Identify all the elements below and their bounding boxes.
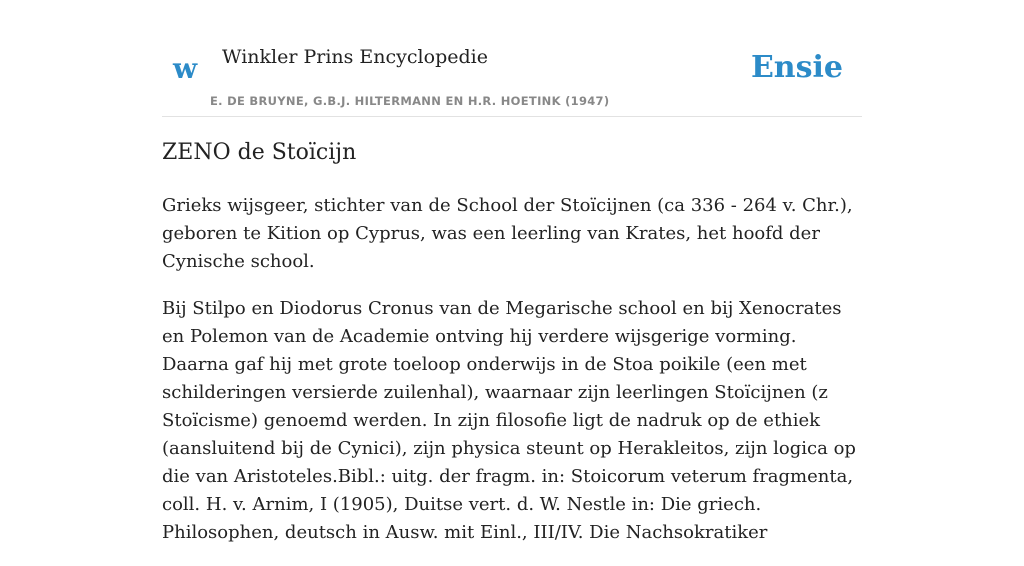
- ensie-brand-logo[interactable]: Ensie: [750, 50, 843, 85]
- site-title[interactable]: Winkler Prins Encyclopedie: [222, 46, 488, 68]
- article-paragraph-1: Grieks wijsgeer, stichter van de School der Stoïcijnen (ca 336 - 264 v. Chr.), geboren te Kition op Cyprus, was een leerling van Krates, het hoofd der Cynische school.: [162, 195, 853, 272]
- authors-line: E. DE BRUYNE, G.B.J. HILTERMANN EN H.R. HOETINK (1947): [210, 94, 610, 108]
- article-title: ZENO de Stoïcijn: [162, 140, 357, 165]
- article-body: [162, 192, 862, 566]
- winkler-prins-logo[interactable]: w: [173, 52, 198, 85]
- article-paragraph-2: Bij Stilpo en Diodorus Cronus van de Megarische school en bij Xenocrates en Polemon van de Academie ontving hij verdere wijsgerige vorming. Daarna gaf hij met grote toeloop onderwijs in de Stoa poikile (een met schilderingen versierde zuilenhal), waarnaar zijn leerlingen Stoïcijnen (z Stoïcisme) genoemd werden. In zijn filosofie ligt de nadruk op de ethiek (aansluitend bij de Cynici), zijn physica steunt op Herakleitos, zijn logica op die van Aristoteles.Bibl.: uitg. der fragm. in: Stoicorum veterum fragmenta, coll. H. v. Arnim, I (1905), Duitse vert. d. W. Nestle in: Die griech. Philosophen, deutsch in Ausw. mit Einl., III/IV. Die Nachsokratiker: [162, 298, 856, 543]
- site-header: [162, 0, 862, 117]
